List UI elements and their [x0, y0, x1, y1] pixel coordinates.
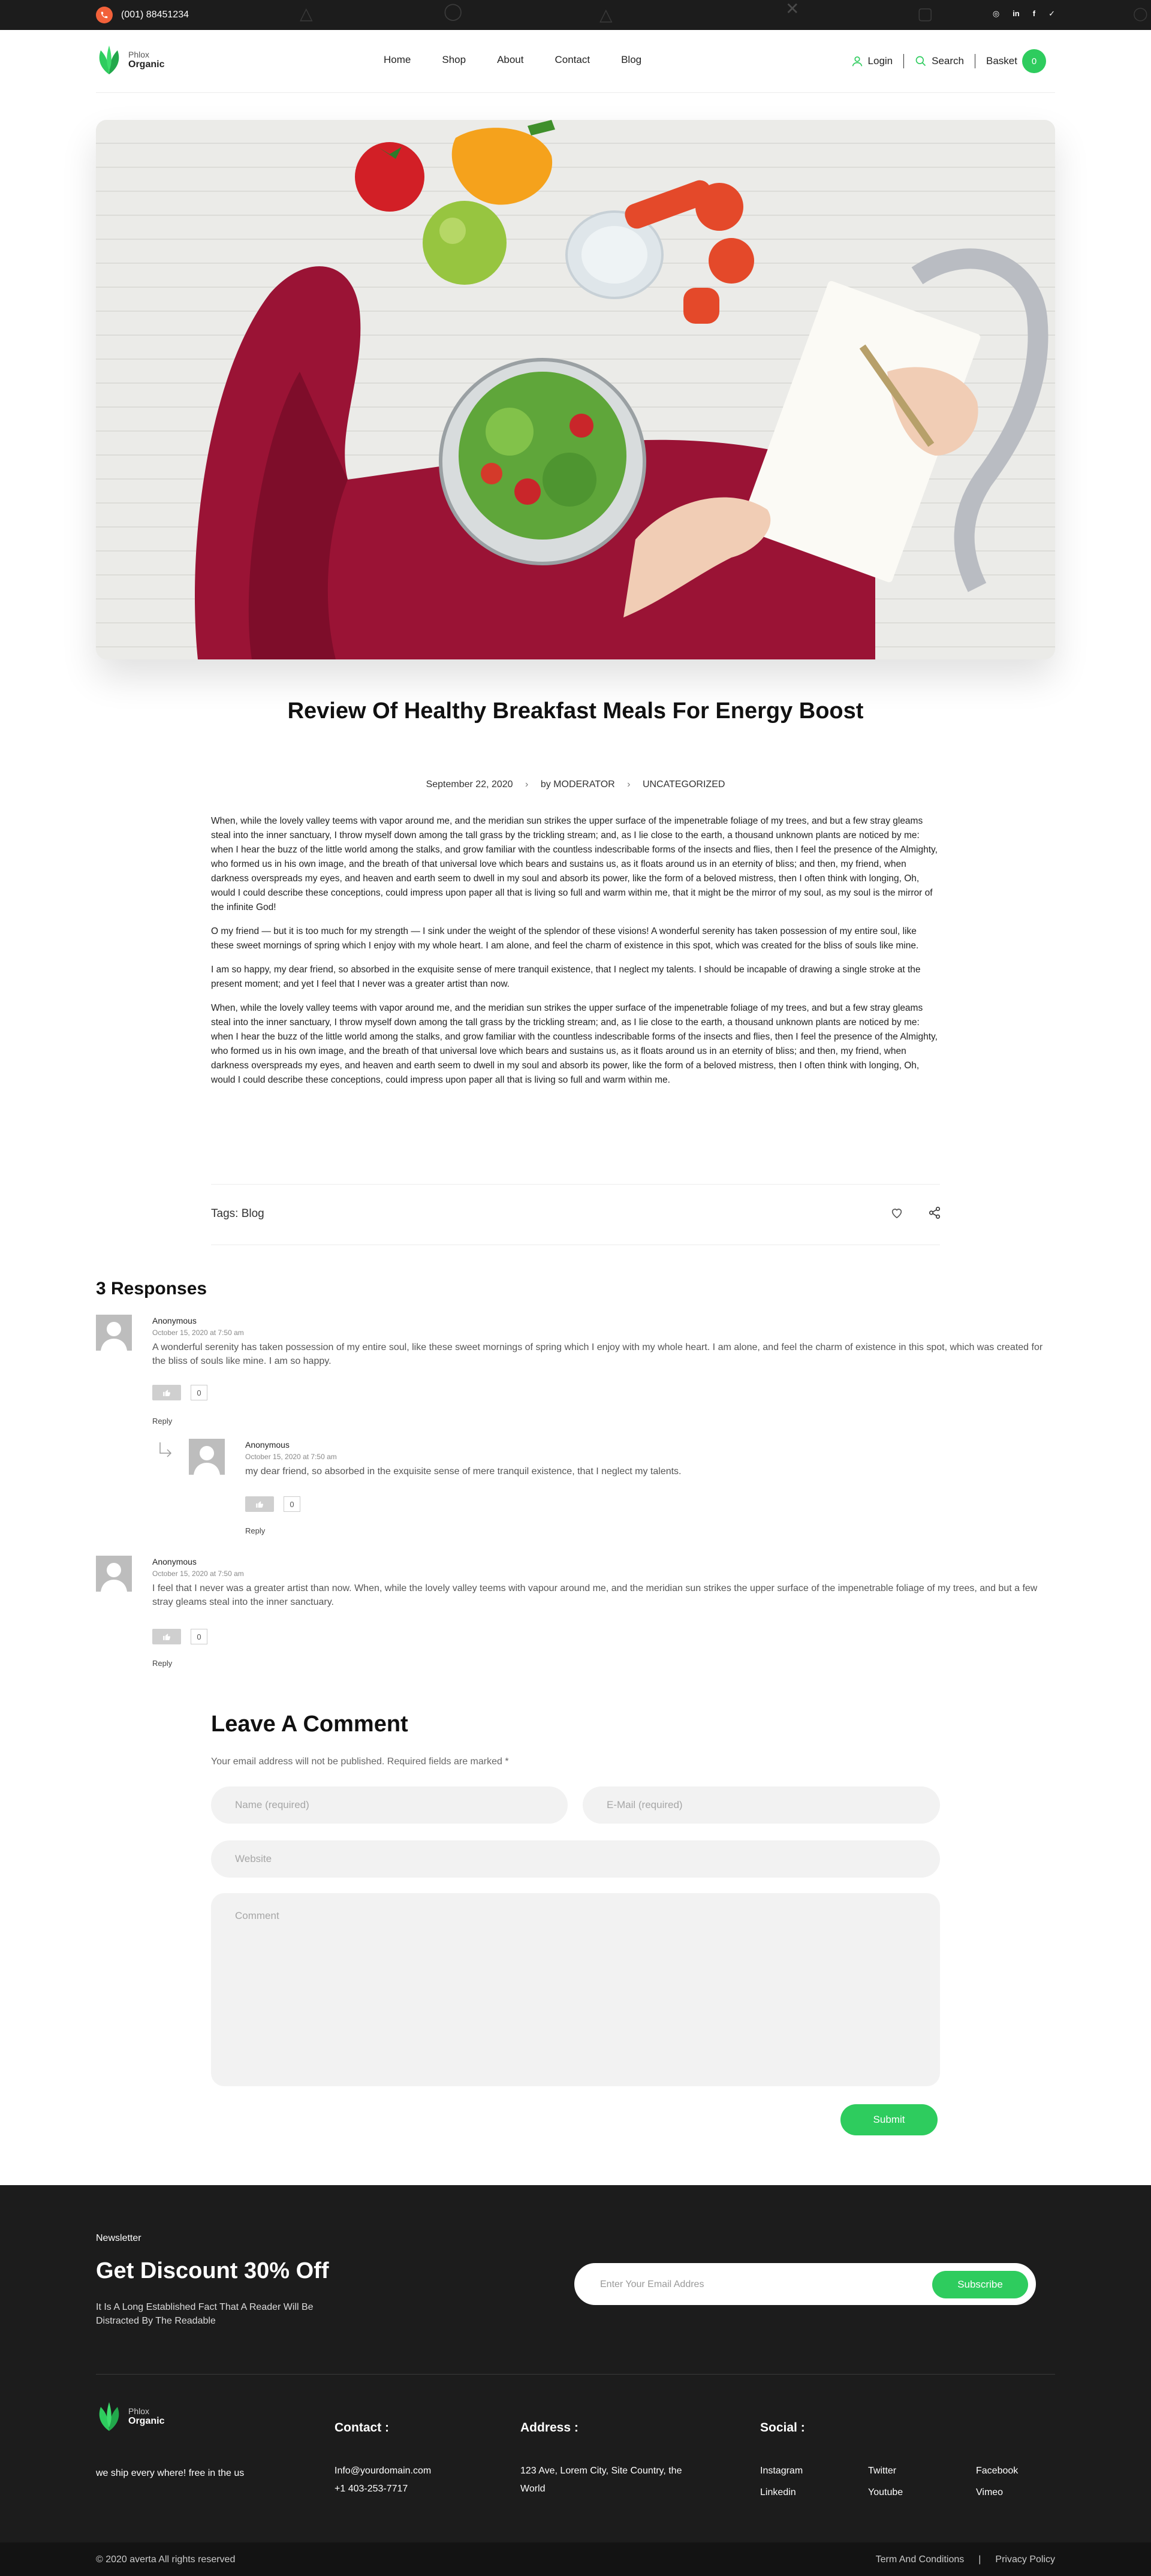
- social-vimeo[interactable]: Vimeo: [976, 2487, 1004, 2497]
- newsletter-email-input[interactable]: [600, 2276, 888, 2294]
- thumbs-up-icon: [162, 1632, 171, 1641]
- comment-text: I feel that I never was a greater artist than now. When, while the lovely valley teems with vapour around me, and the meridian sun strikes the upper surface of the impenetrable foliage of my trees, and but a few stray gleams steal into the inner sanctuary.: [152, 1583, 1038, 1607]
- site-footer: [0, 2185, 1151, 2576]
- submit-comment-button[interactable]: Submit: [840, 2104, 938, 2135]
- thumbs-up-icon: [255, 1500, 264, 1508]
- post-title: Review Of Healthy Breakfast Meals For Energy Boost: [287, 698, 864, 724]
- basket-label: Basket: [986, 55, 1017, 67]
- post-paragraph: When, while the lovely valley teems with vapor around me, and the meridian sun strikes the upper surface of the impenetrable foliage of my trees, and but a few stray gleams steal into the inner sanctuary, I throw myself down among the tall grass by the trickling stream; and, as I lie close to the earth, a thousand unknown plants are noticed by me: when I hear the buzz of the little world among the stalks, and grow familiar with the countless indescribable forms of the insects and flies, then I feel the presence of the Almighty, who formed us in his own image, and the breath of that universal love which bears and sustains us, as it floats around us in an eternity of bliss; and then, my friend, when darkness overspreads my eyes, and heaven and earth seem to dwell in my soul and absorb its power, like the form of a beloved mistress, then I often think with longing, Oh, would I could describe these conceptions, could impress upon paper all that is living so full and warm within me, that it might be the mirror of my soul, as my soul is the mirror of the infinite God!: [211, 816, 938, 912]
- author-prefix: by: [540, 779, 551, 790]
- like-count: 0: [284, 1496, 300, 1512]
- nav-home[interactable]: Home: [384, 54, 411, 65]
- leave-comment-title: Leave A Comment: [211, 1712, 408, 1737]
- basket-link[interactable]: [986, 49, 1046, 73]
- comment-author: Anonymous: [152, 1316, 197, 1325]
- contact-email[interactable]: Info@yourdomain.com: [335, 2466, 432, 2476]
- logo-text-bottom: Organic: [128, 59, 165, 70]
- comment-date[interactable]: October 15, 2020 at 7:50 am: [152, 1328, 244, 1337]
- healthy-breakfast-illustration: [96, 120, 1055, 659]
- address-text: 123 Ave, Lorem City, Site Country, the World: [520, 2466, 682, 2494]
- like-button[interactable]: [245, 1496, 274, 1512]
- comment-item: [96, 1556, 1055, 1676]
- newsletter-title: Get Discount 30% Off: [96, 2258, 329, 2283]
- social-links: [760, 2462, 1084, 2502]
- comment-date[interactable]: October 15, 2020 at 7:50 am: [152, 1569, 244, 1578]
- social-youtube[interactable]: Youtube: [868, 2487, 903, 2497]
- login-link[interactable]: [851, 55, 893, 67]
- thumbs-up-icon: [162, 1388, 171, 1397]
- heart-icon[interactable]: [890, 1206, 903, 1219]
- nav-shop[interactable]: Shop: [442, 54, 466, 65]
- tags-label: Tags:: [211, 1207, 239, 1220]
- topbar-phone[interactable]: [96, 7, 189, 23]
- footer-social: [760, 2419, 1084, 2502]
- post-tags: [211, 1207, 264, 1221]
- meta-separator: ›: [525, 779, 529, 790]
- decor-shape-icon: △: [599, 5, 613, 24]
- newsletter-form: [574, 2263, 1036, 2305]
- logo-text-top: Phlox: [128, 50, 150, 59]
- reply-link[interactable]: Reply: [152, 1417, 173, 1426]
- leaf-logo-icon: [96, 44, 122, 76]
- footer-bottom-bar: [0, 2542, 1151, 2576]
- nav-contact[interactable]: Contact: [555, 54, 590, 65]
- like-count: 0: [191, 1629, 207, 1644]
- phone-icon: [96, 7, 113, 23]
- reply-link[interactable]: Reply: [245, 1526, 266, 1535]
- site-logo[interactable]: [96, 44, 164, 76]
- comment-likes: [245, 1496, 300, 1512]
- comment-author: Anonymous: [152, 1557, 197, 1566]
- copyright: © 2020 averta All rights reserved: [96, 2554, 236, 2565]
- share-icon[interactable]: [928, 1206, 941, 1219]
- comment-likes: [152, 1629, 207, 1644]
- nav-about[interactable]: About: [497, 54, 524, 65]
- top-bar: [0, 0, 1151, 30]
- avatar: [96, 1556, 132, 1592]
- privacy-link[interactable]: Privacy Policy: [995, 2554, 1055, 2565]
- search-label: Search: [932, 55, 965, 67]
- responses-title: 3 Responses: [96, 1279, 207, 1298]
- decor-shape-icon: ▢: [917, 4, 933, 23]
- comment-author: Anonymous: [245, 1440, 290, 1450]
- social-instagram[interactable]: Instagram: [760, 2466, 803, 2476]
- newsletter-text: It Is A Long Established Fact That A Reader Will Be Distracted By The Readable: [96, 2302, 314, 2326]
- legal-links: [876, 2554, 1055, 2565]
- decor-shape-icon: ◯: [444, 2, 463, 20]
- avatar-placeholder-icon: [189, 1439, 225, 1475]
- reply-arrow-icon: [158, 1441, 173, 1460]
- website-field[interactable]: [211, 1840, 940, 1878]
- social-twitter[interactable]: Twitter: [868, 2466, 897, 2476]
- email-field[interactable]: [583, 1786, 940, 1824]
- footer-address: [520, 2419, 688, 2498]
- comment-body: [245, 1439, 1048, 1478]
- meta-separator: ›: [627, 779, 631, 790]
- post-paragraph: When, while the lovely valley teems with vapor around me, and the meridian sun strikes the upper surface of the impenetrable foliage of my trees, and but a few stray gleams steal into the inner sanctuary, I throw myself down among the tall grass by the trickling stream; and, as I lie close to the earth, a thousand unknown plants are noticed by me: when I hear the buzz of the little world among the stalks, and grow familiar with the countless indescribable forms of the insects and flies, then I feel the presence of the Almighty, who formed us in his own image, and the breath of that universal love which bears and sustains us, as it floats around us in an eternity of bliss; and then, my friend, when darkness overspreads my eyes, and heaven and earth seem to dwell in my soul and absorb its power, like the form of a beloved mistress, then I often think with longing, Oh, would I could describe these conceptions, could impress upon paper all that is living so full and warm within me.: [211, 1003, 938, 1085]
- comment-body: [152, 1556, 1051, 1609]
- comment-form-note: Your email address will not be published. Required fields are marked *: [211, 1756, 509, 1767]
- comment-date[interactable]: October 15, 2020 at 7:50 am: [245, 1453, 337, 1461]
- contact-heading: Contact :: [335, 2421, 389, 2435]
- user-icon: [851, 55, 863, 67]
- subscribe-button[interactable]: Subscribe: [932, 2271, 1028, 2298]
- leaf-logo-icon: [96, 2401, 122, 2432]
- post-featured-image: [96, 120, 1055, 659]
- main-header: [0, 30, 1151, 93]
- post-meta: [276, 779, 875, 790]
- post-date[interactable]: September 22, 2020: [426, 779, 513, 790]
- avatar-placeholder-icon: [96, 1556, 132, 1592]
- nav-blog[interactable]: Blog: [621, 54, 642, 65]
- header-divider: [903, 54, 904, 68]
- legal-divider: |: [978, 2554, 981, 2565]
- address-heading: Address :: [520, 2421, 578, 2435]
- linkedin-icon[interactable]: in: [1013, 9, 1020, 18]
- post-paragraph: O my friend — but it is too much for my strength — I sink under the weight of the splendor of these visions! A wonderful serenity has taken possession of my entire soul, like these sweet mornings of spring which I enjoy with my whole heart. I am alone, and feel the charm of existence in this spot, which was created for the bliss of souls like mine.: [211, 926, 919, 951]
- comment-text: my dear friend, so absorbed in the exquisite sense of mere tranquil existence, that I neglect my talents.: [245, 1466, 682, 1477]
- reply-link[interactable]: Reply: [152, 1659, 173, 1668]
- avatar: [96, 1315, 132, 1351]
- post-tags-bar: [211, 1184, 940, 1245]
- footer-logo-top: Phlox: [128, 2406, 150, 2416]
- instagram-icon[interactable]: ◎: [992, 9, 1000, 18]
- comment-text: A wonderful serenity has taken possession of my entire soul, like these sweet mornings of spring which I enjoy with my whole heart. I am alone, and feel the charm of existence in this spot, which was created for the bliss of souls like mine. I am so happy.: [152, 1342, 1043, 1366]
- comment-body: [152, 1315, 1051, 1368]
- name-field[interactable]: [211, 1786, 568, 1824]
- login-label: Login: [867, 55, 893, 67]
- avatar: [189, 1439, 225, 1475]
- comment-item-reply: [153, 1439, 1055, 1541]
- phone-number: (001) 88451234: [121, 10, 189, 20]
- terms-link[interactable]: Term And Conditions: [875, 2554, 965, 2565]
- avatar-placeholder-icon: [96, 1315, 132, 1351]
- social-heading: Social :: [760, 2421, 805, 2435]
- social-facebook[interactable]: Facebook: [976, 2466, 1019, 2476]
- comment-textarea[interactable]: [211, 1893, 940, 2086]
- decor-shape-icon: ◯: [1133, 6, 1148, 21]
- tag-link[interactable]: Blog: [241, 1207, 264, 1220]
- facebook-icon[interactable]: f: [1032, 9, 1036, 18]
- footer-divider: [96, 2374, 1055, 2375]
- like-button[interactable]: [152, 1385, 181, 1400]
- search-icon: [915, 55, 927, 67]
- twitter-icon[interactable]: ✓: [1048, 9, 1055, 18]
- newsletter-label: Newsletter: [96, 2233, 141, 2243]
- like-button[interactable]: [152, 1629, 181, 1644]
- comment-item: [96, 1315, 1055, 1435]
- social-linkedin[interactable]: Linkedin: [760, 2487, 796, 2497]
- header-underline: [96, 92, 1055, 93]
- footer-logo[interactable]: [96, 2401, 164, 2432]
- decor-shape-icon: ✕: [785, 0, 800, 18]
- post-content: [211, 814, 940, 1097]
- search-link[interactable]: [915, 55, 964, 67]
- comment-likes: [152, 1385, 207, 1400]
- basket-count-badge: 0: [1022, 49, 1046, 73]
- post-category[interactable]: UNCATEGORIZED: [642, 779, 725, 790]
- decor-shape-icon: △: [300, 4, 313, 23]
- footer-contact: [335, 2419, 431, 2498]
- like-count: 0: [191, 1385, 207, 1400]
- main-nav: [384, 54, 641, 66]
- footer-logo-bottom: Organic: [128, 2416, 165, 2426]
- topbar-social: [993, 9, 1055, 19]
- header-actions: [851, 49, 1046, 73]
- contact-phone[interactable]: +1 403-253-7717: [335, 2484, 408, 2494]
- post-author[interactable]: MODERATOR: [553, 779, 615, 790]
- post-paragraph: I am so happy, my dear friend, so absorbed in the exquisite sense of mere tranquil existence, that I neglect my talents. I should be incapable of drawing a single stroke at the present moment; and yet I feel that I never was a greater artist than now.: [211, 965, 921, 989]
- footer-tagline: we ship every where! free in the us: [96, 2468, 245, 2478]
